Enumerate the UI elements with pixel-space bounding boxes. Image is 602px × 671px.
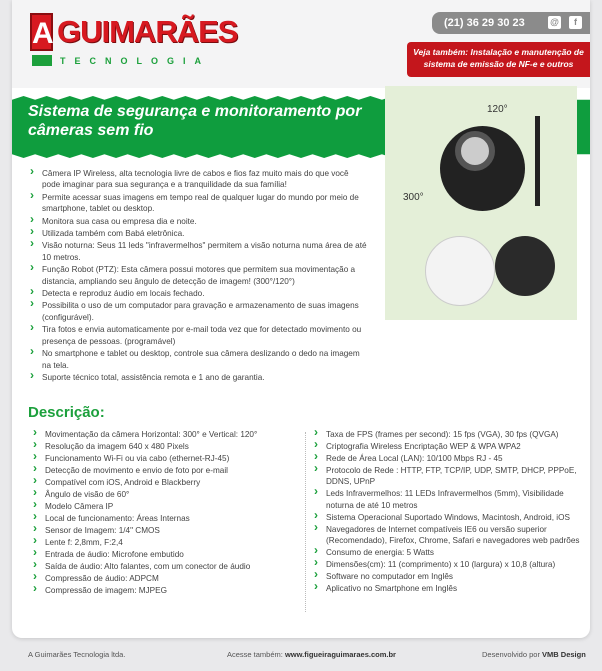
spec-list-right — [314, 429, 586, 595]
list-item: › Compressão de imagem: MJPEG — [33, 585, 301, 596]
promo-link[interactable]: Veja também: Instalação e manutenção de sistema de emissão de NF-e e outros — [407, 42, 590, 77]
list-item: › Permite acessar suas imagens em tempo real de qualquer lugar do mundo por meio de smartphone, tablet ou desktop. — [30, 192, 368, 215]
list-item: › Câmera IP Wireless, alta tecnologia livre de cabos e fios faz muito mais do que você pode imaginar para sua segurança e a tranquilidade da sua família! — [30, 168, 368, 191]
phone-number[interactable]: (21) 36 29 30 23 — [444, 17, 525, 29]
list-item: › Protocolo de Rede : HTTP, FTP, TCP/IP, UDP, SMTP, DHCP, PPPoE, DDNS, UPnP — [314, 465, 586, 488]
list-item: › Funcionamento Wi-Fi ou via cabo (ethernet-RJ-45) — [33, 453, 301, 464]
visit-link[interactable]: www.figueiraguimaraes.com.br — [284, 650, 396, 659]
list-item: › Entrada de áudio: Microfone embutido — [33, 549, 301, 560]
camera-photo — [385, 86, 577, 320]
list-item: › Rede de Área Local (LAN): 10/100 Mbps RJ - 45 — [314, 453, 586, 464]
list-item: › Software no computador em Inglês — [314, 571, 586, 582]
list-item: › Utilizada também com Babá eletrônica. — [30, 228, 368, 239]
logo-subtitle: TECNOLOGIA — [60, 56, 210, 66]
list-item: › Saída de áudio: Alto falantes, com um conector de áudio — [33, 561, 301, 572]
facebook-icon[interactable]: f — [569, 16, 582, 29]
list-item: › Leds Infravermelhos: 11 LEDs Infravermelhos (5mm), Visibilidade noturna de até 10 metros — [314, 488, 586, 511]
spec-list-left — [33, 429, 301, 597]
list-item: › Ângulo de visão de 60° — [33, 489, 301, 500]
tilt-angle-label: 120° — [487, 104, 508, 115]
list-item: › Visão noturna: Seus 11 leds "infravermelhos" permitem a visão noturna numa área de até 10 metros. — [30, 240, 368, 263]
list-item: › Aplicativo no Smartphone em Inglês — [314, 583, 586, 594]
list-item: › Taxa de FPS (frames per second): 15 fps (VGA), 30 fps (QVGA) — [314, 429, 586, 440]
list-item: › Local de funcionamento: Áreas Internas — [33, 513, 301, 524]
list-item: › Função Robot (PTZ): Esta câmera possui motores que permitem sua movimentação a distancia, ampliando seu ângulo de detecção de imagem! (300°/120°) — [30, 264, 368, 287]
description-heading: Descrição: — [28, 404, 105, 421]
pan-angle-label: 300° — [403, 192, 424, 203]
list-item: › Monitora sua casa ou empresa dia e noite. — [30, 216, 368, 227]
list-item: › Criptografia Wireless Encriptação WEP & WPA WPA2 — [314, 441, 586, 452]
list-item: › Detecção de movimento e envio de foto por e-mail — [33, 465, 301, 476]
list-item: › Sensor de Imagem: 1/4" CMOS — [33, 525, 301, 536]
dev-link[interactable]: VMB Design — [542, 650, 586, 659]
list-item: › No smartphone e tablet ou desktop, controle sua câmera deslizando o dedo na imagem na tela. — [30, 348, 368, 371]
list-item: › Possibilita o uso de um computador para gravação e armazenamento de suas imagens (configurável). — [30, 300, 368, 323]
instagram-icon[interactable]: @ — [548, 16, 561, 29]
list-item: › Compatível com iOS, Android e Blackberry — [33, 477, 301, 488]
phone-bar — [432, 12, 590, 34]
list-item: › Dimensões(cm): 11 (comprimento) x 10 (largura) x 10,8 (altura) — [314, 559, 586, 570]
page-title: Sistema de segurança e monitoramento por câmeras sem fio — [28, 103, 362, 139]
list-item: › Lente f: 2,8mm, F:2,4 — [33, 537, 301, 548]
footer-visit — [227, 650, 396, 659]
logo[interactable] — [30, 13, 238, 71]
dev-label: Desenvolvido por — [482, 650, 540, 659]
list-item: › Tira fotos e envia automaticamente por e-mail toda vez que for detectado movimento ou presença de pessoas. (programável) — [30, 324, 368, 347]
list-item: › Suporte técnico total, assistência remota e 1 ano de garantia. — [30, 372, 368, 383]
footer-credit — [482, 650, 586, 659]
list-item: › Modelo Câmera IP — [33, 501, 301, 512]
footer-company: A Guimarães Tecnologia ltda. — [28, 650, 126, 659]
visit-label: Acesse também: — [227, 650, 283, 659]
list-item: › Detecta e reproduz áudio em locais fechado. — [30, 288, 368, 299]
logo-name: GUIMARÃES — [57, 14, 238, 49]
chip-icon — [32, 55, 52, 66]
logo-letter: A — [30, 13, 53, 51]
feature-list — [30, 168, 368, 384]
list-item: › Consumo de energia: 5 Watts — [314, 547, 586, 558]
column-divider — [305, 432, 306, 612]
list-item: › Resolução da imagem 640 x 480 Pixels — [33, 441, 301, 452]
list-item: › Sistema Operacional Suportado Windows, Macintosh, Android, iOS — [314, 512, 586, 523]
list-item: › Compressão de áudio: ADPCM — [33, 573, 301, 584]
header — [12, 0, 590, 88]
content-panel — [12, 0, 590, 638]
list-item: › Navegadores de Internet compatíveis IE6 ou versão superior (Recomendado), Firefox, Chrome, Safari e navegadores web padrões — [314, 524, 586, 547]
list-item: › Movimentação da câmera Horizontal: 300° e Vertical: 120° — [33, 429, 301, 440]
